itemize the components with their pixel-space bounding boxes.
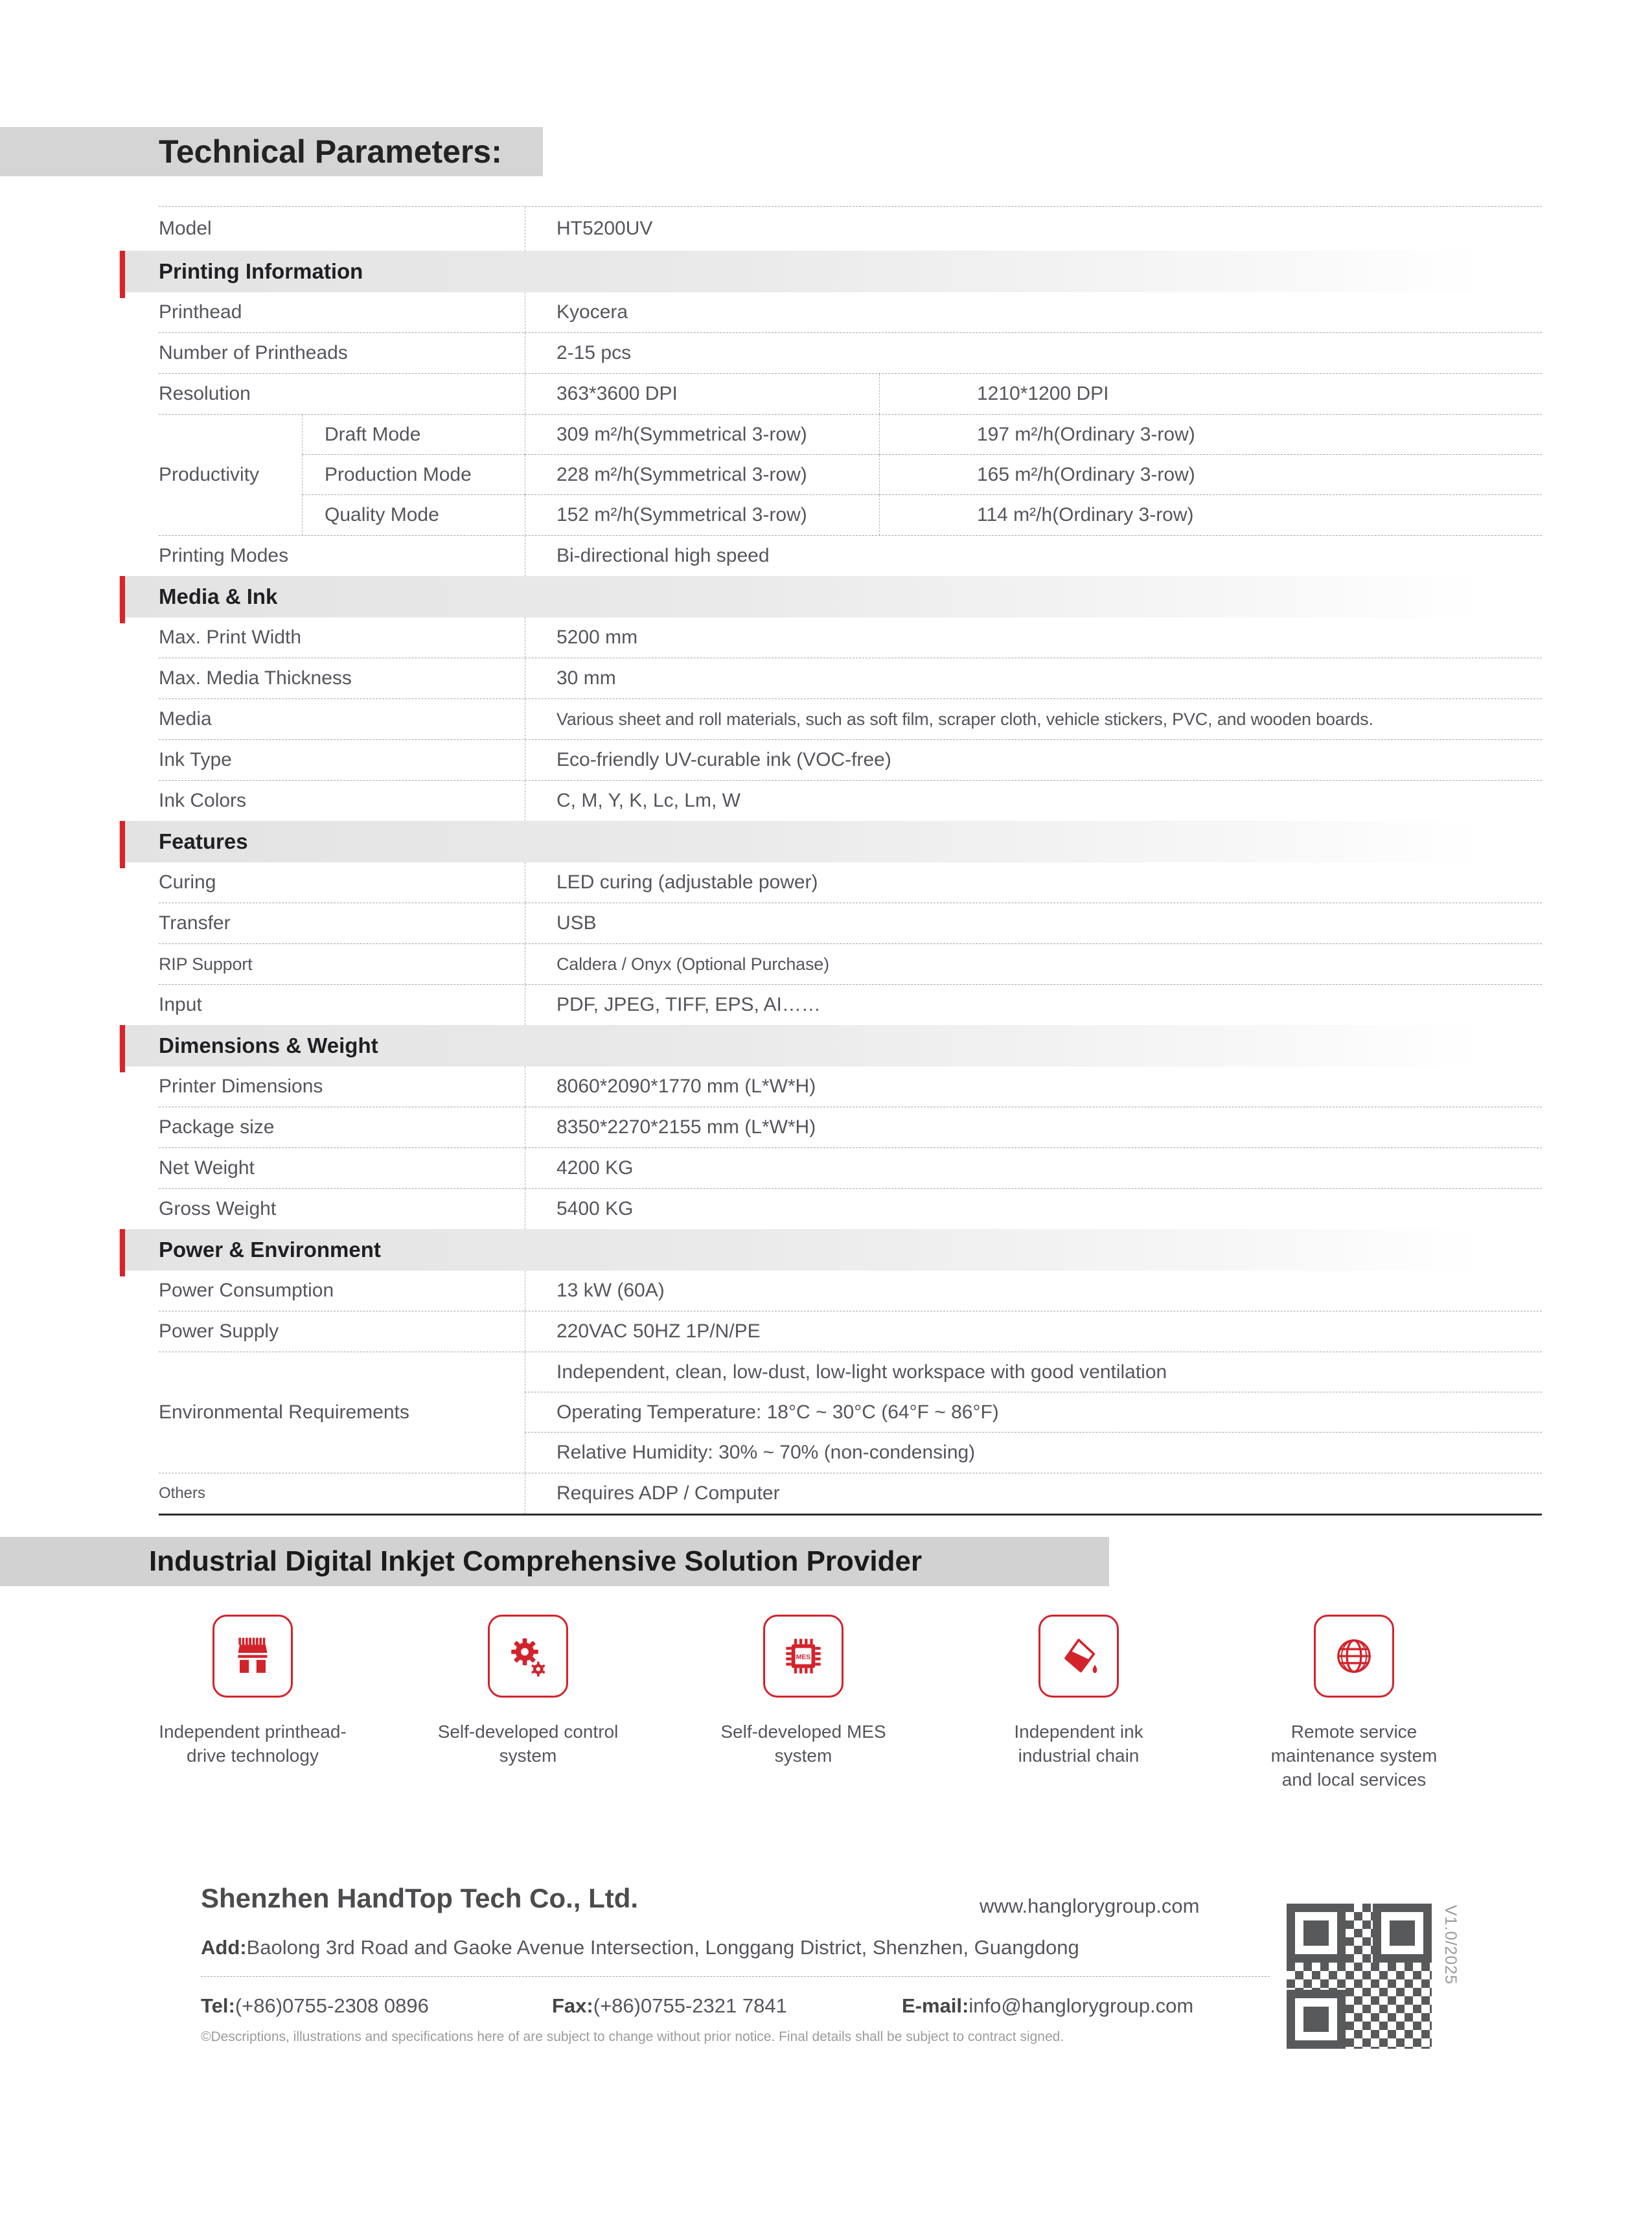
- solution-item: [709, 1615, 897, 1792]
- row-value: 8350*2270*2155 mm (L*W*H): [525, 1107, 1542, 1147]
- row-value: 363*3600 DPI: [525, 374, 879, 414]
- table-row: [159, 903, 1542, 944]
- solution-item: [434, 1615, 622, 1792]
- row-value: 220VAC 50HZ 1P/N/PE: [525, 1311, 1542, 1352]
- mode-value-2: 165 m²/h(Ordinary 3-row): [879, 455, 1542, 495]
- row-label: Gross Weight: [159, 1198, 277, 1219]
- globe-icon: [1314, 1615, 1394, 1698]
- row-value: LED curing (adjustable power): [525, 862, 1542, 903]
- row-label: Ink Type: [159, 749, 232, 770]
- solution-caption: Independent ink industrial chain: [1014, 1722, 1143, 1766]
- row-label: Ink Colors: [159, 790, 247, 811]
- solutions-strip: [159, 1615, 1448, 1792]
- table-row: [159, 658, 1542, 699]
- solution-caption: Independent printhead-drive technology: [159, 1722, 347, 1766]
- printhead-icon: [212, 1615, 293, 1698]
- row-value: 5200 mm: [525, 617, 1542, 658]
- table-row: [159, 985, 1542, 1025]
- version-text: V1.0/2025: [1441, 1905, 1460, 1985]
- address-label: Add:: [201, 1936, 247, 1959]
- page-title-band: [0, 127, 543, 176]
- mode-value: 228 m²/h(Symmetrical 3-row): [525, 455, 879, 495]
- section-title: Printing Information: [159, 259, 363, 283]
- address-line: [201, 1936, 1079, 1959]
- row-label: Others: [159, 1484, 206, 1502]
- mode-value: 152 m²/h(Symmetrical 3-row): [525, 495, 879, 535]
- section-header-printing: [119, 251, 1485, 292]
- section-header-features: [119, 821, 1485, 862]
- solution-caption: Remote service maintenance system and local services: [1270, 1722, 1438, 1790]
- tel-line: [201, 1994, 429, 2018]
- solution-caption: Self-developed control system: [437, 1722, 619, 1766]
- table-row: [159, 1148, 1542, 1189]
- env-value: Independent, clean, low-dust, low-light workspace with good ventilation: [525, 1352, 1542, 1392]
- table-row: [159, 1473, 1542, 1514]
- row-value: 8060*2090*1770 mm (L*W*H): [525, 1066, 1542, 1107]
- section-header-dimensions: [119, 1025, 1485, 1066]
- mes-chip-icon: [763, 1615, 843, 1698]
- row-value: 2-15 pcs: [525, 333, 1542, 373]
- row-label: Net Weight: [159, 1157, 255, 1179]
- row-label: Resolution: [159, 383, 251, 404]
- row-label: Printhead: [159, 301, 242, 323]
- row-label: Power Supply: [159, 1320, 279, 1342]
- row-label: Input: [159, 994, 202, 1015]
- tel-number: (+86)0755-2308 0896: [235, 1994, 429, 2017]
- gears-icon: [488, 1615, 568, 1698]
- solution-caption: Self-developed MES system: [720, 1722, 886, 1766]
- row-value: 13 kW (60A): [525, 1271, 1542, 1311]
- website-url: www.hanglorygroup.com: [980, 1895, 1200, 1917]
- row-value: HT5200UV: [525, 207, 1542, 251]
- row-label: Printer Dimensions: [159, 1076, 323, 1097]
- mode-label: Production Mode: [302, 455, 525, 495]
- row-value: USB: [525, 903, 1542, 943]
- section-header-media-ink: [119, 576, 1485, 617]
- row-label: Max. Print Width: [159, 627, 302, 648]
- ink-bucket-icon: [1038, 1615, 1119, 1698]
- solutions-heading-band: [0, 1537, 1109, 1586]
- solutions-heading: Industrial Digital Inkjet Comprehensive Solution Provider: [149, 1545, 923, 1577]
- row-label: RIP Support: [159, 954, 253, 974]
- row-value: 4200 KG: [525, 1148, 1542, 1188]
- solution-item: [159, 1615, 347, 1792]
- table-row: [159, 617, 1542, 658]
- row-value: PDF, JPEG, TIFF, EPS, AI……: [525, 985, 1542, 1025]
- row-label: Curing: [159, 871, 216, 893]
- email-line: [902, 1994, 1193, 2018]
- row-value: Requires ADP / Computer: [525, 1473, 1542, 1514]
- row-label: Transfer: [159, 912, 231, 934]
- row-label: Number of Printheads: [159, 342, 348, 363]
- productivity-block: [159, 415, 1542, 536]
- row-label: Printing Modes: [159, 545, 289, 566]
- company-name: Shenzhen HandTop Tech Co., Ltd.: [201, 1883, 639, 1913]
- email-address: info@hanglorygroup.com: [969, 1994, 1194, 2017]
- section-title: Features: [159, 829, 248, 853]
- spec-table: [159, 206, 1542, 1516]
- row-value: Caldera / Onyx (Optional Purchase): [525, 944, 1542, 984]
- row-label: Package size: [159, 1116, 275, 1138]
- qr-code: [1287, 1904, 1432, 2049]
- table-row: [159, 1066, 1542, 1107]
- row-value: Kyocera: [525, 292, 1542, 332]
- env-value: Operating Temperature: 18°C ~ 30°C (64°F ~ 86°F): [525, 1392, 1542, 1433]
- row-value: Various sheet and roll materials, such as soft film, scraper cloth, vehicle stickers, PVC, and wooden boards.: [525, 699, 1542, 739]
- table-row: [159, 1311, 1542, 1352]
- fax-number: (+86)0755-2321 7841: [593, 1994, 787, 2017]
- table-row: [159, 1271, 1542, 1311]
- table-row: [159, 333, 1542, 374]
- email-label: E-mail:: [902, 1994, 969, 2017]
- qr-finder-icon: [1287, 1904, 1346, 1963]
- row-label: Environmental Requirements: [159, 1401, 409, 1423]
- row-value: Bi-directional high speed: [525, 536, 1542, 576]
- mode-value: 309 m²/h(Symmetrical 3-row): [525, 415, 879, 455]
- table-row: [159, 862, 1542, 903]
- footer-divider: [201, 1976, 1270, 1977]
- table-row: [159, 740, 1542, 781]
- mode-value-2: 197 m²/h(Ordinary 3-row): [879, 415, 1542, 455]
- environment-block: [159, 1352, 1542, 1473]
- table-row: [159, 292, 1542, 333]
- address-text: Baolong 3rd Road and Gaoke Avenue Intersection, Longgang District, Shenzhen, Guangdong: [246, 1936, 1079, 1959]
- solution-item: [985, 1615, 1173, 1792]
- mode-label: Quality Mode: [302, 495, 525, 535]
- section-title: Power & Environment: [159, 1238, 381, 1262]
- section-title: Dimensions & Weight: [159, 1033, 378, 1057]
- tel-label: Tel:: [201, 1994, 235, 2017]
- page-title: Technical Parameters:: [159, 133, 502, 170]
- row-value: 30 mm: [525, 658, 1542, 698]
- row-label: Media: [159, 708, 212, 730]
- table-row: [159, 699, 1542, 740]
- solution-item: [1260, 1615, 1448, 1792]
- mes-chip-text: MES: [796, 1654, 811, 1661]
- row-label: Max. Media Thickness: [159, 667, 352, 689]
- row-label: Model: [159, 218, 212, 239]
- qr-finder-icon: [1287, 1990, 1346, 2049]
- row-value-2: 1210*1200 DPI: [879, 374, 1542, 414]
- disclaimer-text: ©Descriptions, illustrations and specifications here of are subject to change without prior notice. Final details shall be subject to contract signed.: [201, 2029, 1064, 2044]
- section-title: Media & Ink: [159, 584, 278, 608]
- row-value: C, M, Y, K, Lc, Lm, W: [525, 781, 1542, 821]
- mode-label: Draft Mode: [302, 415, 525, 455]
- row-label: Power Consumption: [159, 1280, 334, 1301]
- table-row: [159, 1107, 1542, 1148]
- fax-label: Fax:: [552, 1994, 593, 2017]
- env-value: Relative Humidity: 30% ~ 70% (non-condensing): [525, 1433, 1542, 1473]
- table-row-model: [159, 207, 1542, 251]
- table-row-resolution: [159, 374, 1542, 415]
- table-row: [159, 781, 1542, 821]
- table-row: [159, 536, 1542, 576]
- qr-finder-icon: [1373, 1904, 1432, 1963]
- section-header-power: [119, 1229, 1485, 1271]
- table-row: [159, 944, 1542, 985]
- row-value: 5400 KG: [525, 1189, 1542, 1229]
- table-row: [159, 1189, 1542, 1229]
- fax-line: [552, 1994, 787, 2018]
- row-label: Productivity: [159, 464, 260, 485]
- row-value: Eco-friendly UV-curable ink (VOC-free): [525, 740, 1542, 780]
- mode-value-2: 114 m²/h(Ordinary 3-row): [879, 495, 1542, 535]
